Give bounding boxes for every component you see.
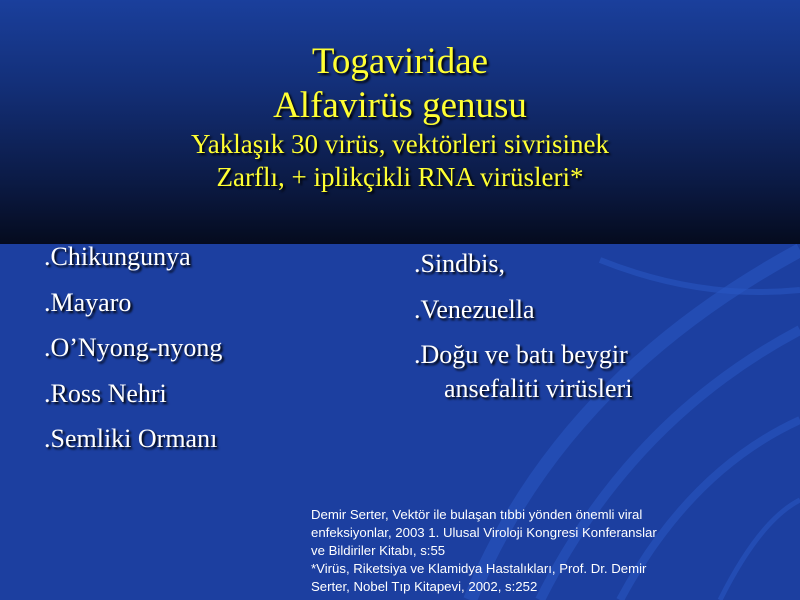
slide-title: [0, 40, 800, 194]
list-item-continuation: ansefaliti virüsleri: [444, 374, 633, 403]
list-item: .Sindbis,: [414, 249, 506, 278]
reference-line: Serter, Nobel Tıp Kitapevi, 2002, s:252: [311, 579, 538, 594]
list-item: .Venezuella: [414, 294, 535, 324]
reference-note: [311, 506, 791, 596]
virus-list-right: [414, 247, 632, 418]
reference-line: Demir Serter, Vektör ile bulaşan tıbbi yönden önemli viral: [311, 507, 643, 522]
list-item: .Ross Nehri: [44, 378, 167, 408]
list-item-text: .Doğu ve batı beygir: [414, 340, 628, 369]
subtitle-line-virus-count: Yaklaşık 30 virüs, vektörleri sivrisinek: [191, 129, 609, 159]
reference-line: enfeksiyonlar, 2003 1. Ulusal Viroloji Kongresi Konferanslar: [311, 525, 657, 540]
reference-line: ve Bildiriler Kitabı, s:55: [311, 543, 446, 558]
subtitle-line-envelope: Zarflı, + iplikçikli RNA virüsleri*: [216, 162, 584, 192]
list-item: .O’Nyong-nyong: [44, 333, 223, 362]
list-item: [414, 338, 632, 406]
virus-list-left: [44, 240, 222, 468]
list-item: .Mayaro: [44, 287, 132, 317]
list-item: .Chikungunya: [44, 242, 191, 271]
list-item: .Semliki Ormanı: [44, 424, 218, 453]
title-line-togaviridae: Togaviridae: [311, 41, 489, 82]
title-line-genus: Alfavirüs genusu: [273, 85, 527, 126]
reference-line: *Virüs, Riketsiya ve Klamidya Hastalıkları, Prof. Dr. Demir: [311, 561, 647, 576]
